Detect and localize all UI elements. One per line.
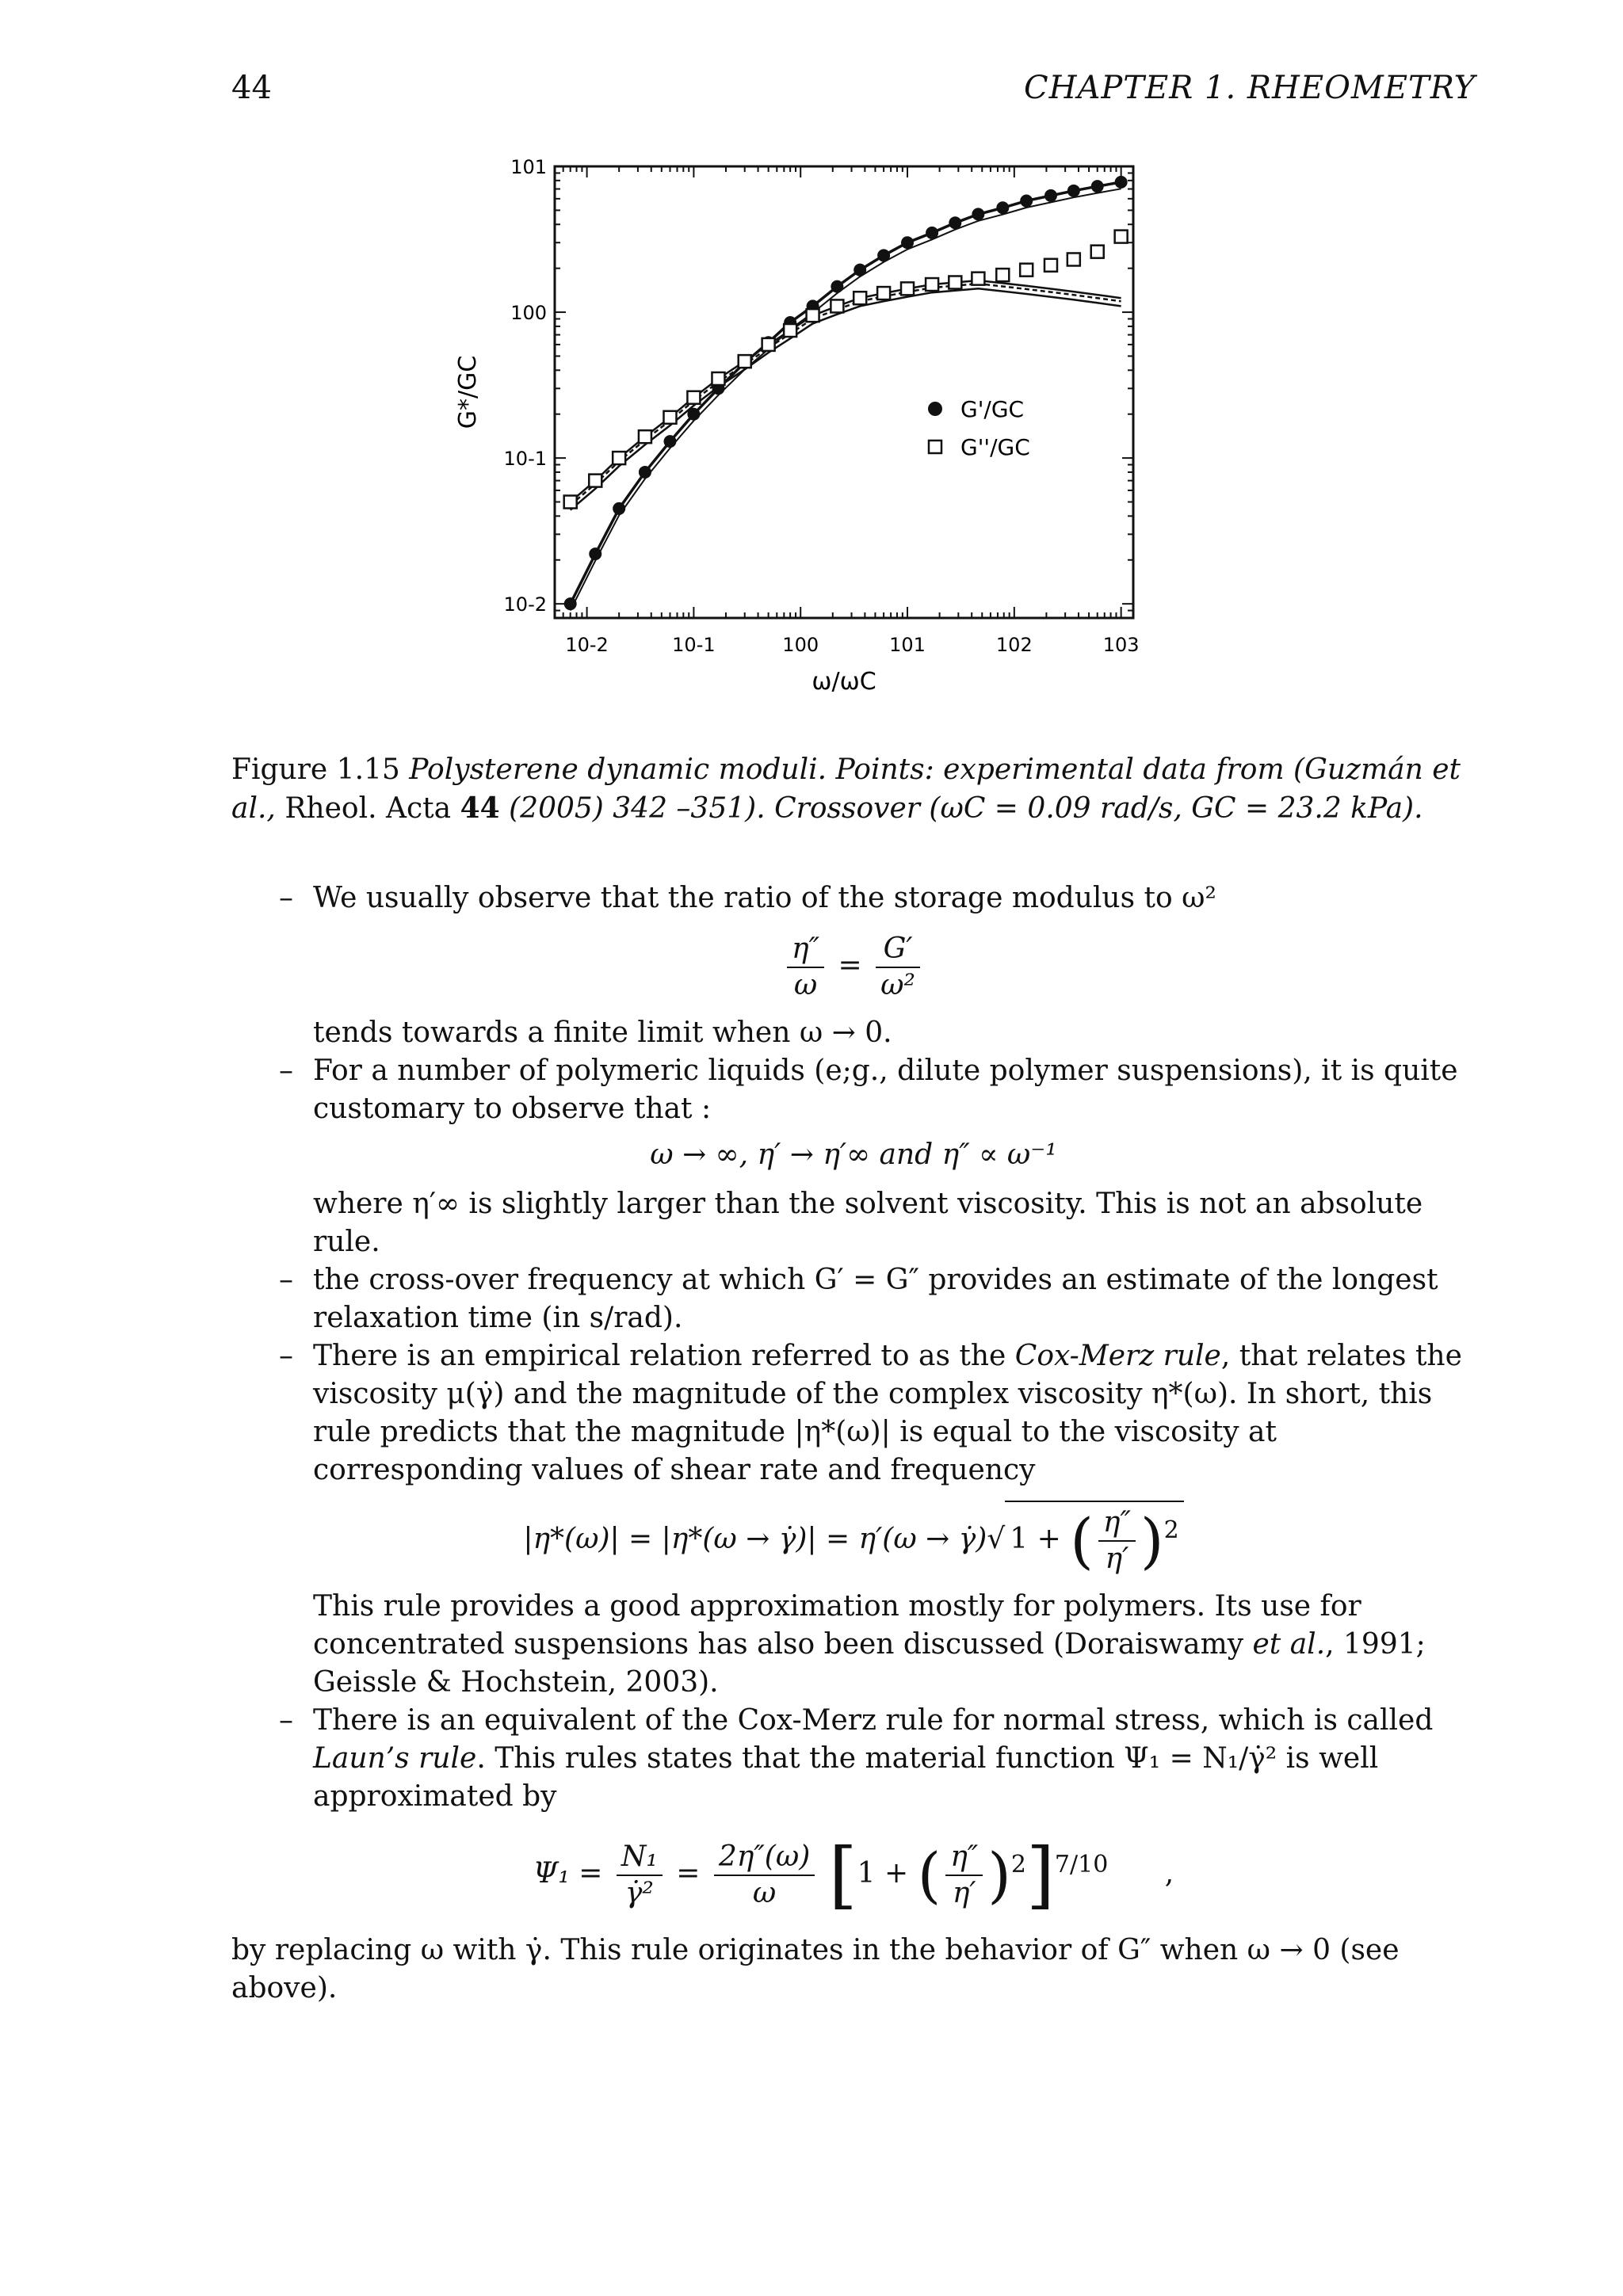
list-item: – We usually observe that the ratio of the storage modulus to ω² $\frac{\eta''}{\omega}$ = $\frac{G'}{\text{ω²}}$ tends towards a finite limit when ω → 0. [231,879,1476,1052]
data-point-gprime [639,466,651,479]
x-tick-label: 103 [1102,634,1140,656]
data-point-gprime [687,408,700,421]
item-text: tends towards a finite limit when ω → 0. [313,1016,892,1049]
item-text: This rule provides a good approximation mostly for polymers. Its use for concentrated suspensions has also been discussed (Doraiswamy et al., 1991; Geissle & Hochstein, 2003). [313,1590,1426,1699]
legend-marker-gprime [928,402,942,416]
y-axis-label: G*/GC [454,355,482,429]
x-tick-label: 102 [995,634,1033,656]
x-tick-label: 10-1 [672,634,716,656]
data-point-gdoubleprime [831,299,843,312]
data-points [564,176,1128,610]
data-point-gdoubleprime [807,309,819,322]
item-text: the cross-over frequency at which G′ = G″ provides an estimate of the longest relaxation time (in s/rad). [313,1264,1438,1334]
data-point-gdoubleprime [1020,264,1033,277]
data-point-gdoubleprime [949,276,961,288]
data-point-gprime [854,264,866,277]
data-point-gdoubleprime [589,475,601,487]
page-number: 44 [231,70,272,106]
plot-frame [555,166,1133,618]
item-text: For a number of polymeric liquids (e;g., dilute polymer suspensions), it is quite customary to observe that : [313,1055,1458,1125]
model-curve-gprime [571,189,1121,610]
equation-laun: Ψ₁ = $\frac{\text{N₁}}{\text{γ̇²}}$ = $\frac{2\eta''(\omega)}{\omega}$ [1 + ( $\frac{\eta''}{\eta'}$ )$^2$]$^{7/10}$ , [533,1833,1174,1917]
closing-paragraph: by replacing ω with γ̇. This rule originates in the behavior of G″ when ω → 0 (see above). [231,1934,1400,2004]
caption-crossover: (2005) 342 –351). Crossover (ωC = 0.09 rad/s, GC = 23.2 kPa). [509,792,1423,825]
caption-journal-cont: Acta [386,792,452,825]
data-point-gdoubleprime [1067,253,1080,265]
model-curve-gdoubleprime [571,284,1121,505]
data-point-gdoubleprime [854,292,866,304]
data-point-gprime [589,547,601,560]
data-point-gdoubleprime [712,372,724,385]
list-item: – For a number of polymeric liquids (e;g., dilute polymer suspensions), it is quite customary to observe that : ω → ∞, η′ → η′∞ and η″ ∝ ω⁻¹ where η′∞ is slightly larger than the solvent viscosity. This is not an absolute rule. [231,1052,1476,1261]
x-tick-label: 100 [782,634,819,656]
data-point-gprime [949,216,961,229]
list-item: – the cross-over frequency at which G′ = G″ provides an estimate of the longest relaxation time (in s/rad). [231,1261,1476,1337]
data-point-gdoubleprime [687,391,700,404]
y-tick-label: 101 [510,156,547,178]
data-point-gprime [877,249,890,261]
item-text: There is an equivalent of the Cox-Merz rule for normal stress, which is called Laun’s rule. This rules states that the material function Ψ₁ = N₁/γ̇² is well approximated by [313,1704,1434,1813]
axis-ticks [555,166,1133,618]
data-point-gprime [996,201,1009,214]
model-curve-gdoubleprime [571,288,1121,510]
data-point-gdoubleprime [739,355,751,368]
item-text: where η′∞ is slightly larger than the solvent viscosity. This is not an absolute rule. [313,1188,1423,1258]
data-point-gdoubleprime [926,278,938,291]
equation-eta-ratio: $\frac{\eta''}{\omega}$ = $\frac{G'}{\text{ω²}}$ [231,932,1476,1003]
list-item: – There is an equivalent of the Cox-Merz rule for normal stress, which is called Laun’s rule. This rules states that the material function Ψ₁ = N₁/γ̇² is well approximated by [231,1702,1476,1816]
data-point-gdoubleprime [1091,246,1104,258]
data-point-gprime [1067,185,1080,197]
data-point-gdoubleprime [996,269,1009,281]
chapter-title: CHAPTER 1. RHEOMETRY [1024,70,1476,106]
figure-caption [231,751,1476,828]
equation-cox-merz: |η*(ω)| = |η*(ω → γ̇)| = η′(ω → γ̇)√ 1 + ( $\frac{\eta''}{\eta'}$ )$^2$ [231,1501,1476,1577]
x-axis-label: ω/ωC [812,668,876,696]
data-point-gprime [1115,176,1128,189]
data-point-gprime [901,236,914,249]
data-point-gprime [564,597,577,610]
item-text: There is an empirical relation referred to as the Cox-Merz rule, that relates the viscosity μ(γ̇) and the magnitude of the complex viscosity η*(ω). In short, this rule predicts that the magnitude |η*(ω)| is equal to the viscosity at corresponding values of shear rate and frequency [313,1340,1462,1486]
model-curves [571,182,1121,611]
legend-marker-gdoubleprime [929,441,941,453]
data-point-gprime [1044,189,1057,202]
caption-label: Figure 1.15 [231,753,400,786]
data-point-gdoubleprime [663,411,676,424]
x-tick-labels [565,634,1139,656]
caption-journal: Rheol. [285,792,377,825]
data-point-gprime [831,280,843,293]
data-point-gdoubleprime [1115,231,1128,243]
data-point-gprime [1020,195,1033,208]
data-point-gdoubleprime [762,338,775,351]
y-tick-label: 10-2 [503,593,547,616]
data-point-gprime [663,435,676,448]
data-point-gdoubleprime [901,282,914,295]
data-point-gdoubleprime [639,430,651,443]
equation-limit: ω → ∞, η′ → η′∞ and η″ ∝ ω⁻¹ [650,1138,1057,1171]
figure-chart [428,151,1260,721]
item-text: We usually observe that the ratio of the storage modulus to ω² [313,882,1216,914]
data-point-gdoubleprime [972,273,984,285]
y-tick-label: 100 [510,302,547,325]
y-tick-label: 10-1 [503,448,547,471]
chart-svg [428,151,1260,721]
caption-volume: 44 [460,791,500,825]
caption-text: Polysterene dynamic moduli. Points: experimental data from (Guzmán et al., [231,753,1461,825]
y-tick-labels [504,156,547,616]
data-point-gdoubleprime [1044,259,1057,272]
body-text [231,879,1476,2008]
data-point-gdoubleprime [877,287,890,299]
data-point-gprime [1091,180,1104,193]
data-point-gdoubleprime [564,496,577,509]
model-curve-gprime [571,182,1121,604]
x-tick-label: 10-2 [565,634,609,656]
legend [928,396,1030,460]
legend-label-gprime: G'/GC [960,396,1025,422]
data-point-gprime [926,227,938,239]
data-point-gprime [972,208,984,220]
legend-label-gdoubleprime: G''/GC [960,434,1030,460]
x-tick-label: 101 [889,634,926,656]
data-point-gdoubleprime [784,324,796,337]
data-point-gdoubleprime [613,452,625,464]
data-point-gprime [613,502,625,515]
list-item: – There is an empirical relation referred to as the Cox-Merz rule, that relates the viscosity μ(γ̇) and the magnitude of the complex viscosity η*(ω). In short, this rule predicts that the magnitude |η*(ω)| is equal to the viscosity at corresponding values of shear rate and frequency |η*(ω)| = |η*(ω → γ̇)| = η′(ω → γ̇)√ 1 + ( $\frac{\eta''}{\eta'}$ )$^2$ This rule provides a good approximation mostly for polymers. Its use for concentrated suspensions has also been discussed (Doraiswamy et al., 1991; Geissle & Hochstein, 2003). [231,1337,1476,1702]
